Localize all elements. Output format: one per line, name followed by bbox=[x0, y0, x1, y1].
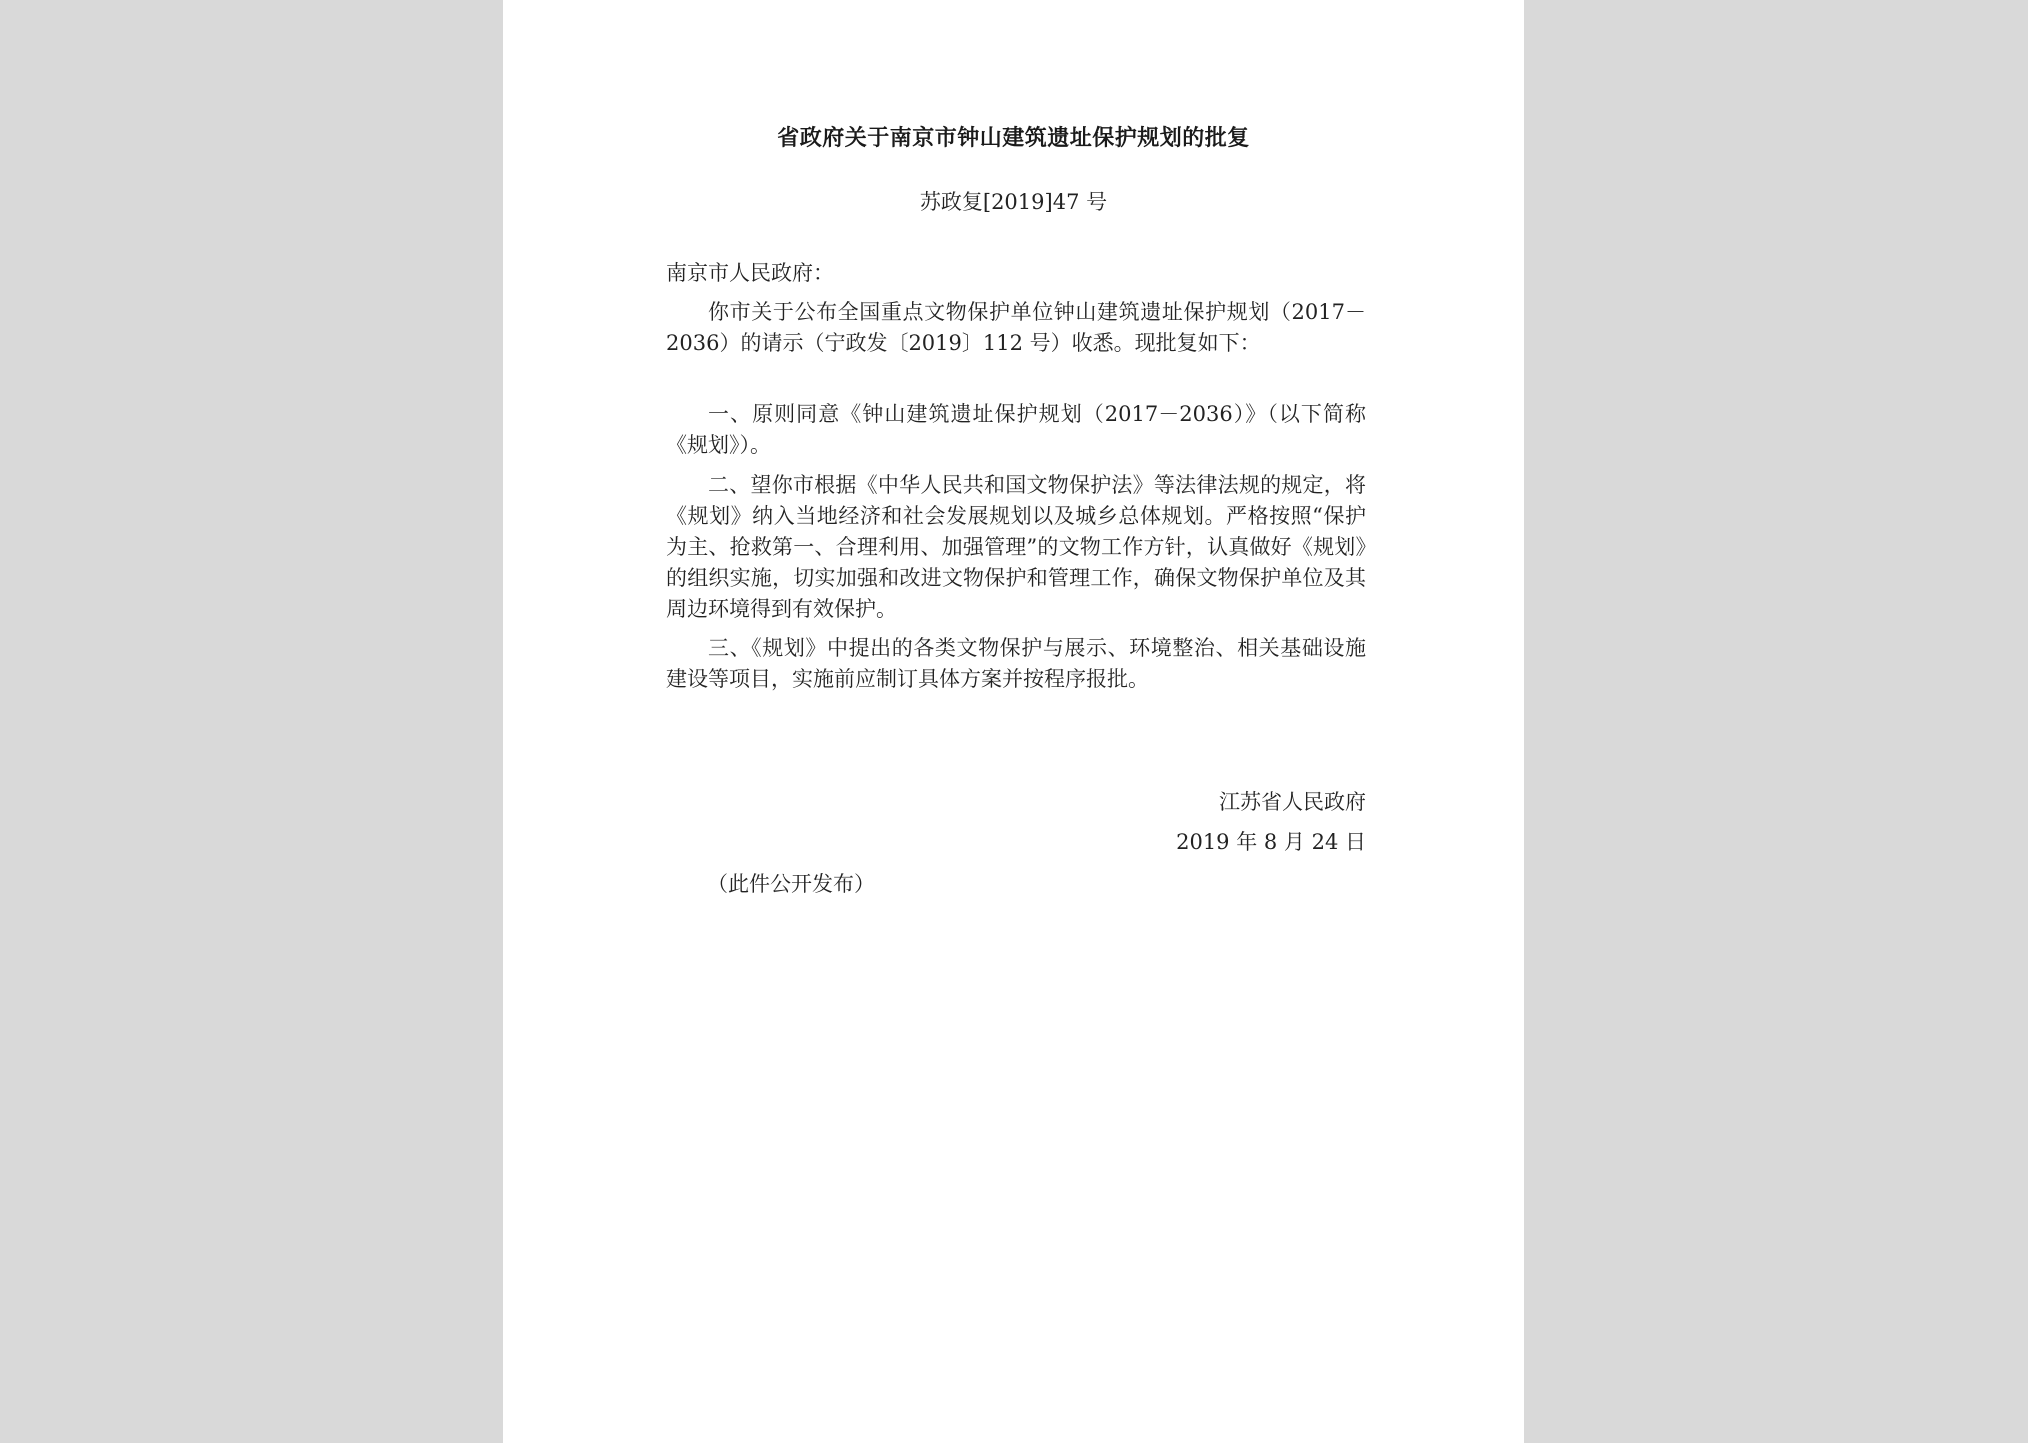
issuer-signature: 江苏省人民政府 bbox=[1219, 790, 1366, 814]
paragraph-intro: 你市关于公布全国重点文物保护单位钟山建筑遗址保护规划（2017－2036）的请示（宁政发〔2019〕112 号）收悉。现批复如下： bbox=[666, 300, 1366, 355]
paragraph-item-2: 二、望你市根据《中华人民共和国文物保护法》等法律法规的规定，将《规划》纳入当地经济和社会发展规划以及城乡总体规划。严格按照“保护为主、抢救第一、合理利用、加强管理”的文物工作方针，认真做好《规划》的组织实施，切实加强和改进文物保护和管理工作，确保文物保护单位及其周边环境得到有效保护。 bbox=[666, 473, 1366, 621]
paragraph-item-1: 一、原则同意《钟山建筑遗址保护规划（2017－2036）》（以下简称《规划》）。 bbox=[666, 402, 1366, 457]
publication-note: （此件公开发布） bbox=[707, 872, 875, 896]
issue-date: 2019 年 8 月 24 日 bbox=[1176, 830, 1366, 854]
paragraph-item-3: 三、《规划》中提出的各类文物保护与展示、环境整治、相关基础设施建设等项目，实施前应制订具体方案并按程序报批。 bbox=[666, 636, 1366, 691]
salutation: 南京市人民政府： bbox=[666, 261, 834, 285]
document-page bbox=[503, 0, 1524, 1443]
document-number: 苏政复[2019]47 号 bbox=[919, 190, 1108, 214]
document-title: 省政府关于南京市钟山建筑遗址保护规划的批复 bbox=[777, 126, 1250, 151]
